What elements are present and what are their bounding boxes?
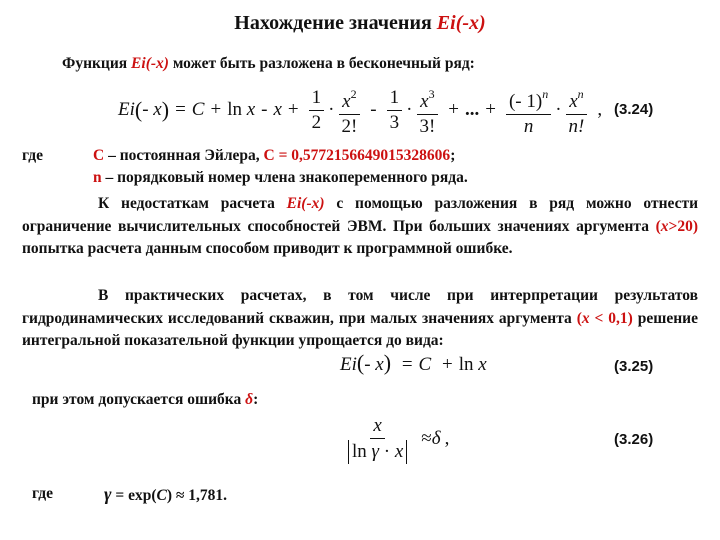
- equation-number-3-24: (3.24): [614, 101, 654, 118]
- title-function: Ei(-x): [436, 12, 486, 34]
- paragraph-limitations: К недостаткам расчета Ei(-x) с помощью разложения в ряд можно отнести ограничение вычислительных способностей ЭВМ. При больших значениях аргумента (x>20) попытка расчета данным способом приводит к программной ошибке.: [22, 195, 698, 257]
- error-line: при этом допускается ошибка δ:: [32, 391, 259, 408]
- gamma-definition: γ = exp(C) ≈ 1,781.: [104, 484, 228, 504]
- fraction-x2: $\frac{x^2}{2!}$: [338, 83, 360, 138]
- equation-number-3-25: (3.25): [614, 358, 654, 375]
- delta-symbol: δ: [245, 391, 254, 408]
- euler-constant-line: C – постоянная Эйлера, C = 0,5772156649015328606;: [93, 147, 456, 164]
- n-definition-line: n – порядковый номер члена знакопеременного ряда.: [93, 169, 468, 186]
- intro-function: Ei(-x): [131, 55, 169, 72]
- equation-3-25: Ei(- x) = C + ln x: [340, 350, 487, 375]
- fraction-sign-n: $\frac{(- 1)^n}{n}$: [506, 83, 551, 138]
- fraction-1-2: $\frac{1}{2}$: [309, 87, 325, 134]
- page-title: Нахождение значения Ei(-x): [234, 12, 486, 34]
- intro-text: Функция Ei(-x) может быть разложена в бесконечный ряд:: [62, 55, 475, 72]
- paragraph-practical: В практических расчетах, в том числе при интерпретации результатов гидродинамических исследований скважин, при малых значениях аргумента (x < 0,1) решение интегральной показательной функции упрощается до вида:: [22, 287, 698, 349]
- equation-3-24: Ei ( - x ) = C + ln x - x + $\frac{1}{2}$ · $\frac{x^2}{2!}$ - $\frac{1}{3}$ · $\frac{x^3}{3!}$ + ... + $\frac{(- 1)^n}{n}$ · $\frac{x^n}{n!}$ ,: [118, 82, 602, 138]
- fraction-x3: $\frac{x^3}{3!}$: [416, 83, 438, 138]
- fraction-1-3: $\frac{1}{3}$: [387, 87, 403, 134]
- fraction-xn: $\frac{x^n}{n!}$: [566, 83, 588, 138]
- equation-3-26: x ln γ · x ≈ δ ,: [338, 402, 449, 476]
- where-label-gamma: где: [32, 485, 53, 502]
- equation-number-3-26: (3.26): [614, 431, 654, 448]
- where-label: где: [22, 147, 43, 164]
- fraction-error: x ln γ · x: [342, 415, 413, 464]
